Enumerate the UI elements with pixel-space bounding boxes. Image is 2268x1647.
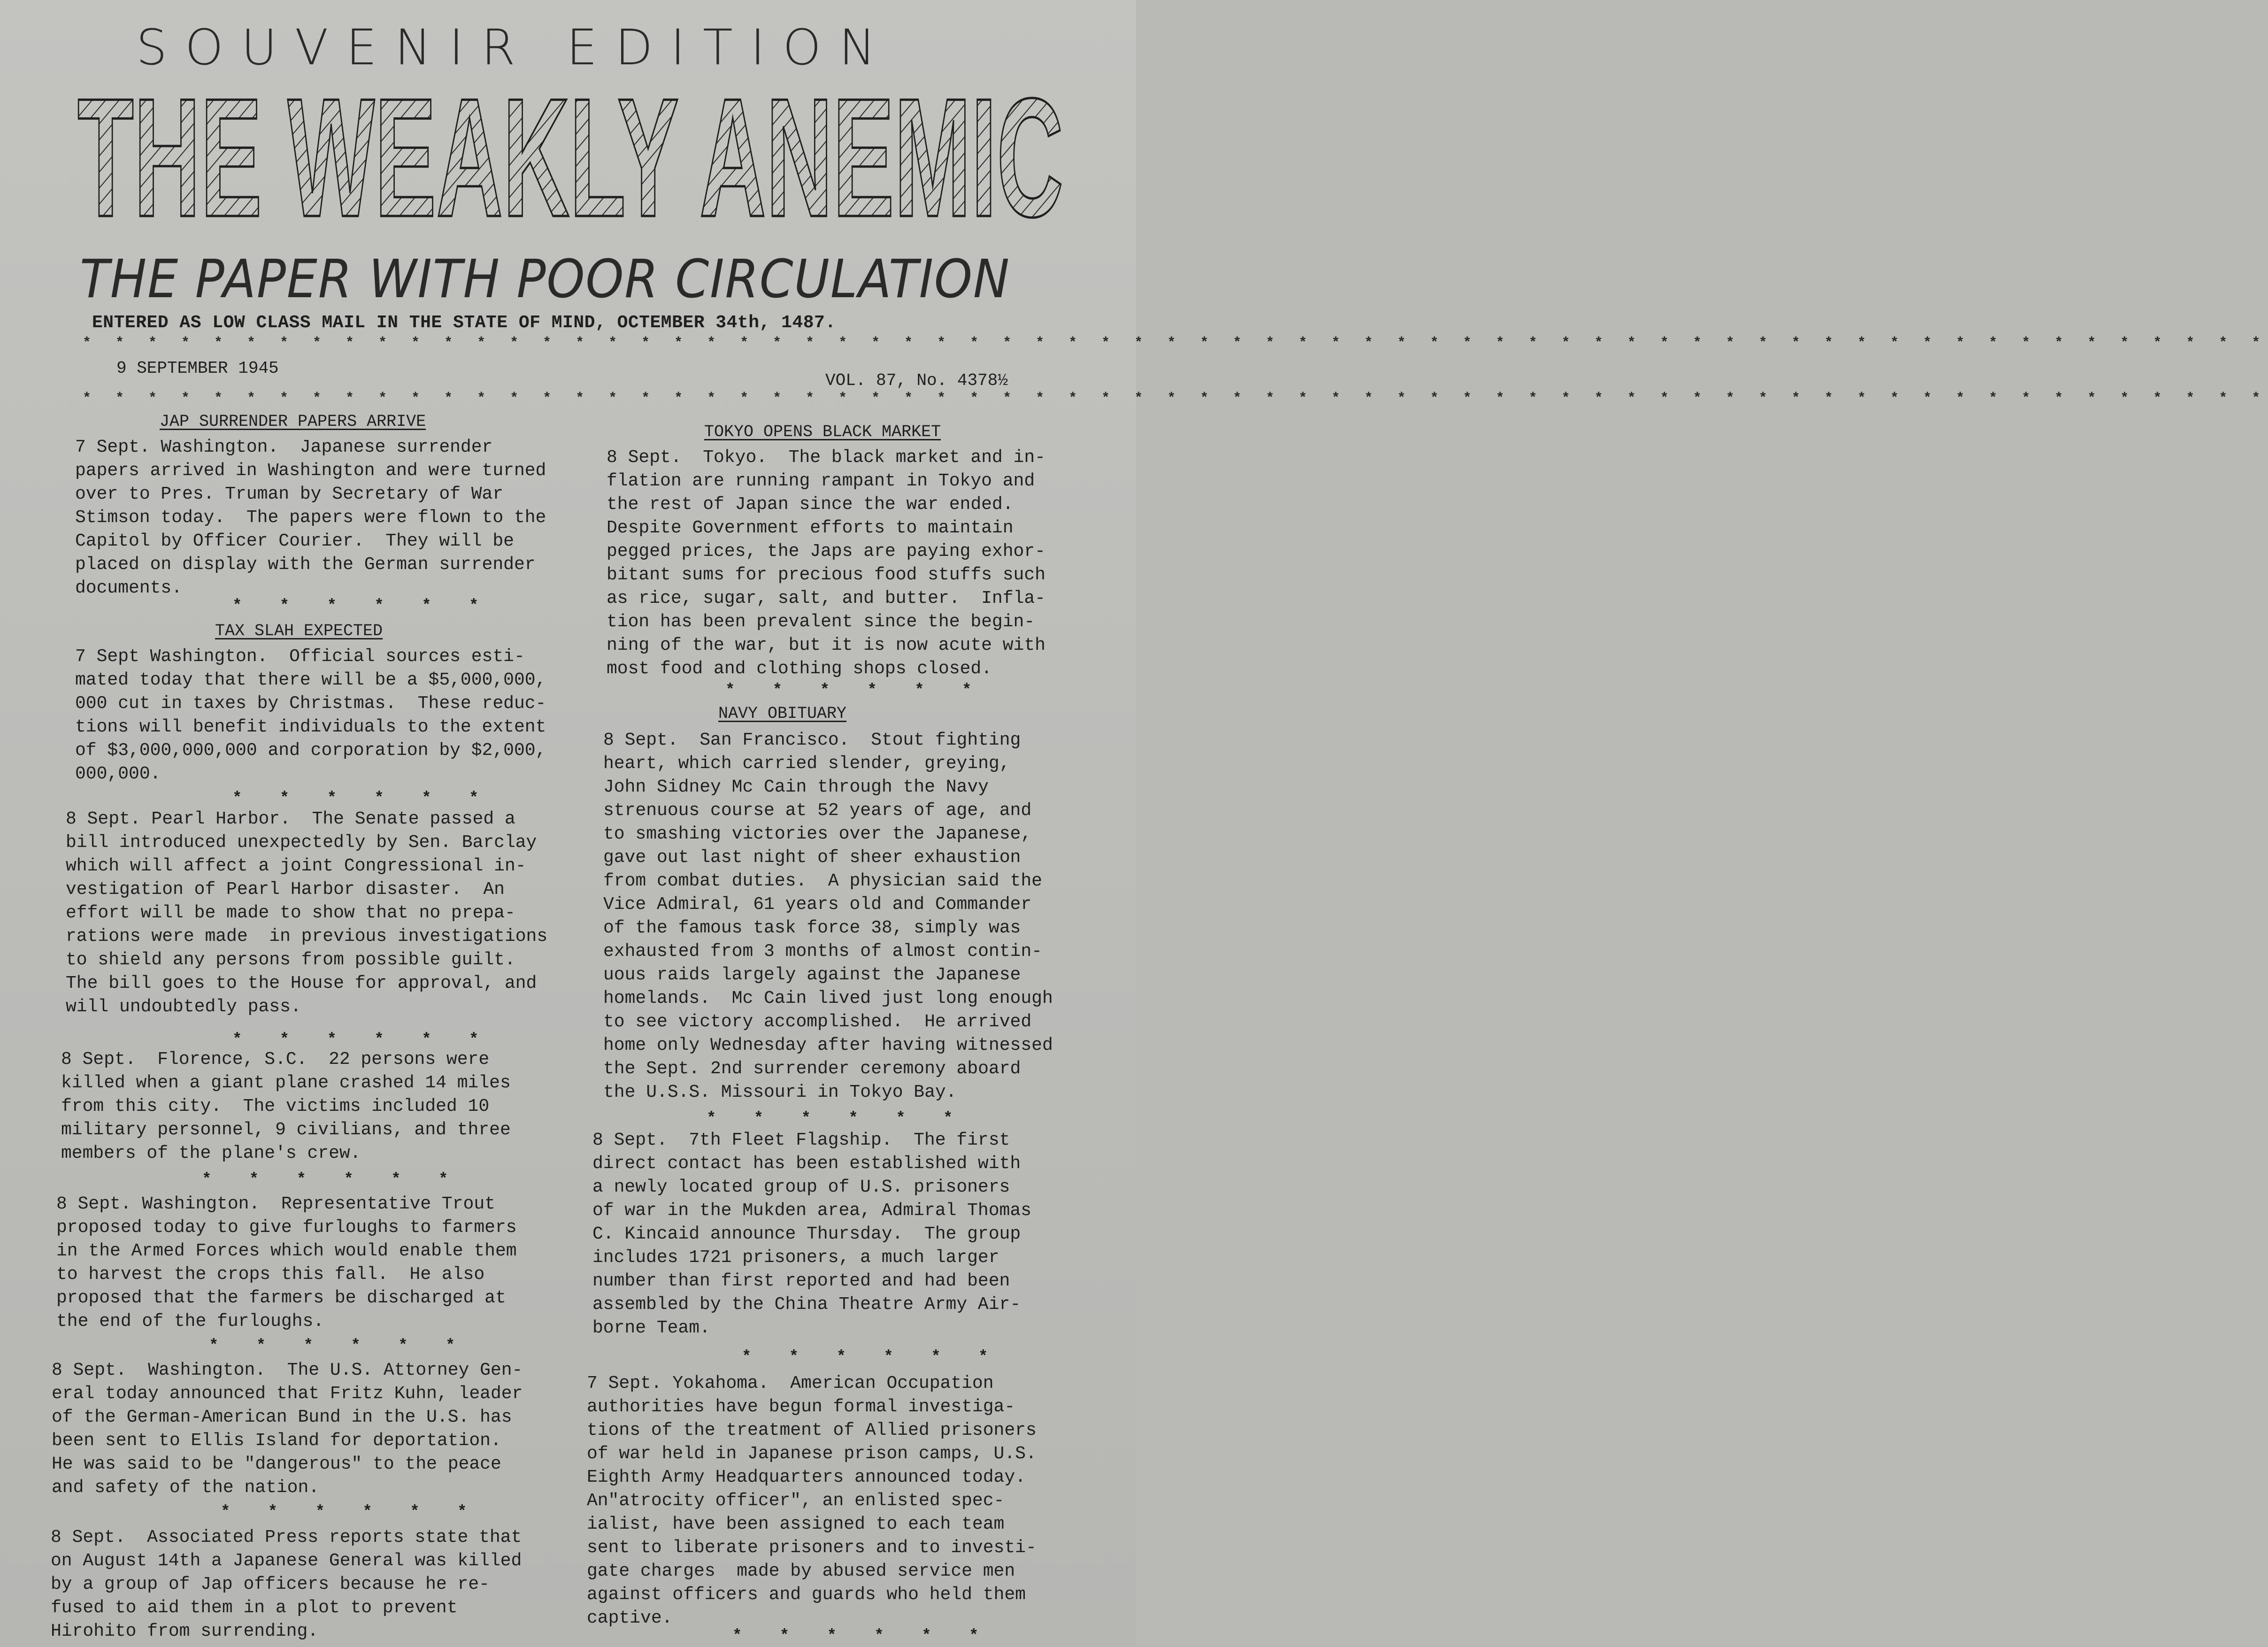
article-line: placed on display with the German surrender xyxy=(75,554,536,575)
article-line: Stimson today. The papers were flown to the xyxy=(75,508,546,528)
tagline: THE PAPER WITH POOR CIRCULATION xyxy=(80,249,1010,310)
article-line: 8 Sept. Florence, S.C. 22 persons were xyxy=(61,1049,490,1070)
article-line: rations were made in previous investigations xyxy=(66,926,548,947)
article-line: tion has been prevalent since the begin- xyxy=(607,612,1035,632)
article-separator: * * * * * * xyxy=(742,1348,1002,1366)
article-line: flation are running rampant in Tokyo and xyxy=(607,471,1035,491)
stars-divider-top: * * * * * * * * * * * * * * * * * * * * * * * * * * * * * * * * * * * * * * * * * * * * * * * * * * * * * * * * * * * * * * * * * * * xyxy=(83,335,2268,351)
article-line: of the famous task force 38, simply was xyxy=(603,918,1021,938)
article-line: as rice, sugar, salt, and butter. Infla- xyxy=(607,588,1046,608)
article-line: most food and clothing shops closed. xyxy=(607,659,992,679)
article-line: effort will be made to show that no prepa- xyxy=(66,903,515,923)
article-line: to harvest the crops this fall. He also xyxy=(56,1264,485,1285)
entered-as-mail-line: ENTERED AS LOW CLASS MAIL IN THE STATE OF MIND, OCTEMBER 34th, 1487. xyxy=(92,313,836,333)
article-line: bill introduced unexpectedly by Sen. Barclay xyxy=(66,832,537,853)
article-line: Despite Government efforts to maintain xyxy=(607,518,1014,538)
article-line: against officers and guards who held them xyxy=(587,1585,1026,1605)
article-separator: * * * * * * xyxy=(732,1627,993,1645)
article-line: home only Wednesday after having witnessed xyxy=(603,1035,1053,1055)
article-line: assembled by the China Theatre Army Air- xyxy=(592,1294,1021,1315)
article-separator: * * * * * * xyxy=(202,1171,462,1189)
article-associated-press xyxy=(51,1526,522,1643)
article-line: An"atrocity officer", an enlisted spec- xyxy=(587,1491,1005,1511)
article-line: the U.S.S. Missouri in Tokyo Bay. xyxy=(603,1082,957,1102)
article-line: 8 Sept. Washington. The U.S. Attorney Gen- xyxy=(52,1360,523,1380)
article-line: heart, which carried slender, greying, xyxy=(603,754,1010,774)
article-furloughs xyxy=(56,1193,517,1333)
article-line: proposed that the farmers be discharged at xyxy=(56,1288,506,1308)
article-line: 8 Sept. Associated Press reports state that xyxy=(51,1527,522,1547)
article-line: proposed today to give furloughs to farmers xyxy=(56,1217,517,1238)
article-line: will undoubtedly pass. xyxy=(66,997,301,1017)
article-line: bitant sums for precious food stuffs such xyxy=(607,565,1046,585)
article-line: to see victory accomplished. He arrived xyxy=(603,1012,1032,1032)
article-line: of the German-American Bund in the U.S. has xyxy=(52,1407,512,1427)
article-line: of war held in Japanese prison camps, U.S. xyxy=(587,1444,1037,1464)
article-line: pegged prices, the Japs are paying exhor- xyxy=(607,541,1046,562)
article-line: gate charges made by abused service men xyxy=(587,1561,1015,1581)
article-line: documents. xyxy=(75,578,183,598)
article-florence xyxy=(61,1048,511,1165)
headline-tokyo-black-market: TOKYO OPENS BLACK MARKET xyxy=(704,423,941,441)
article-line: John Sidney Mc Cain through the Navy xyxy=(603,777,989,797)
article-line: C. Kincaid announce Thursday. The group xyxy=(592,1224,1021,1244)
article-line: Eighth Army Headquarters announced today. xyxy=(587,1467,1026,1487)
article-separator: * * * * * * xyxy=(232,790,493,808)
article-line: uous raids largely against the Japanese xyxy=(603,965,1021,985)
article-line: gave out last night of sheer exhaustion xyxy=(603,847,1021,868)
article-line: vestigation of Pearl Harbor disaster. An xyxy=(66,879,505,900)
article-separator: * * * * * * xyxy=(232,597,493,615)
article-line: tions will benefit individuals to the extent xyxy=(75,717,546,737)
article-line: Hirohito from surrending. xyxy=(51,1621,319,1641)
article-line: been sent to Ellis Island for deportation. xyxy=(52,1431,501,1451)
article-line: which will affect a joint Congressional in- xyxy=(66,856,526,876)
article-line: sent to liberate prisoners and to investi- xyxy=(587,1538,1037,1558)
article-line: homelands. Mc Cain lived just long enough xyxy=(603,988,1053,1008)
article-line: 7 Sept. Yokahoma. American Occupation xyxy=(587,1373,994,1393)
article-line: by a group of Jap officers because he re- xyxy=(51,1574,490,1594)
article-line: Capitol by Officer Courier. They will be xyxy=(75,531,514,551)
article-line: military personnel, 9 civilians, and three xyxy=(61,1120,511,1140)
article-line: 000,000. xyxy=(75,764,161,784)
article-line: ialist, have been assigned to each team xyxy=(587,1514,1005,1534)
article-separator: * * * * * * xyxy=(232,1031,493,1049)
masthead-title-text: THE WEAKLY ANEMIC xyxy=(77,63,1063,252)
article-line: over to Pres. Truman by Secretary of War xyxy=(75,484,504,504)
article-line: 8 Sept. Tokyo. The black market and in- xyxy=(607,447,1046,468)
article-tax-slah xyxy=(75,645,546,786)
headline-navy-obituary: NAVY OBITUARY xyxy=(718,704,847,723)
article-line: 000 cut in taxes by Christmas. These reduc- xyxy=(75,693,546,714)
article-line: captive. xyxy=(587,1608,673,1628)
article-line: to smashing victories over the Japanese, xyxy=(603,824,1032,844)
article-line: number than first reported and had been xyxy=(592,1271,1010,1291)
article-line: 8 Sept. Pearl Harbor. The Senate passed a xyxy=(66,809,515,829)
article-tokyo-black-market xyxy=(607,446,1046,681)
article-separator: * * * * * * xyxy=(725,682,986,700)
issue-date: 9 SEPTEMBER 1945 xyxy=(116,359,279,378)
article-line: the rest of Japan since the war ended. xyxy=(607,494,1014,515)
volume-number: VOL. 87, No. 4378½ xyxy=(825,371,1008,390)
article-fritz-kuhn xyxy=(52,1359,523,1500)
article-line: of $3,000,000,000 and corporation by $2,000, xyxy=(75,740,546,761)
article-line: a newly located group of U.S. prisoners xyxy=(592,1177,1010,1197)
article-line: He was said to be "dangerous" to the peace xyxy=(52,1454,501,1474)
article-line: 7 Sept. Washington. Japanese surrender xyxy=(75,437,493,457)
article-line: and safety of the nation. xyxy=(52,1478,320,1498)
article-line: eral today announced that Fritz Kuhn, leader xyxy=(52,1384,523,1404)
article-separator: * * * * * * xyxy=(707,1110,967,1128)
headline-jap-surrender: JAP SURRENDER PAPERS ARRIVE xyxy=(160,412,426,431)
article-line: mated today that there will be a $5,000,000, xyxy=(75,670,546,690)
article-line: 8 Sept. Washington. Representative Trout xyxy=(56,1194,495,1214)
article-line: from this city. The victims included 10 xyxy=(61,1096,490,1116)
article-line: authorities have begun formal investiga- xyxy=(587,1397,1015,1417)
article-line: from combat duties. A physician said the xyxy=(603,871,1042,891)
article-7th-fleet xyxy=(592,1129,1031,1340)
article-line: strenuous course at 52 years of age, and xyxy=(603,800,1032,821)
masthead-title xyxy=(70,61,1070,252)
article-line: the end of the furloughs. xyxy=(56,1311,324,1331)
article-line: 7 Sept Washington. Official sources esti- xyxy=(75,646,525,667)
article-line: exhausted from 3 months of almost contin- xyxy=(603,941,1042,962)
article-line: of war in the Mukden area, Admiral Thomas xyxy=(592,1201,1031,1221)
article-line: fused to aid them in a plot to prevent xyxy=(51,1598,458,1618)
article-line: Vice Admiral, 61 years old and Commander xyxy=(603,894,1032,915)
article-separator: * * * * * * xyxy=(221,1503,481,1521)
stars-divider-bottom: * * * * * * * * * * * * * * * * * * * * * * * * * * * * * * * * * * * * * * * * * * * * * * * * * * * * * * * * * * * * * * * * * * * xyxy=(83,391,2268,407)
article-yokahoma xyxy=(587,1372,1037,1630)
headline-tax-slah: TAX SLAH EXPECTED xyxy=(215,622,383,640)
souvenir-edition-label: SOUVENIR EDITION xyxy=(136,19,893,76)
article-line: ning of the war, but it is now acute with xyxy=(607,635,1046,655)
article-line: direct contact has been established with xyxy=(592,1154,1021,1174)
article-line: killed when a giant plane crashed 14 miles xyxy=(61,1073,511,1093)
article-pearl-harbor xyxy=(66,808,547,1019)
article-line: the Sept. 2nd surrender ceremony aboard xyxy=(603,1059,1021,1079)
article-line: in the Armed Forces which would enable them xyxy=(56,1241,517,1261)
article-line: 8 Sept. San Francisco. Stout fighting xyxy=(603,730,1021,750)
article-line: borne Team. xyxy=(592,1318,710,1338)
article-separator: * * * * * * xyxy=(209,1337,469,1355)
article-line: on August 14th a Japanese General was killed xyxy=(51,1551,522,1571)
article-line: includes 1721 prisoners, a much larger xyxy=(592,1247,999,1268)
article-line: The bill goes to the House for approval, and xyxy=(66,973,537,993)
article-line: to shield any persons from possible guilt. xyxy=(66,950,515,970)
article-line: tions of the treatment of Allied prisoners xyxy=(587,1420,1037,1440)
article-line: papers arrived in Washington and were turned xyxy=(75,461,546,481)
article-line: 8 Sept. 7th Fleet Flagship. The first xyxy=(592,1130,1010,1150)
article-jap-surrender xyxy=(75,436,546,600)
article-navy-obituary xyxy=(603,729,1053,1104)
article-line: members of the plane's crew. xyxy=(61,1143,361,1163)
